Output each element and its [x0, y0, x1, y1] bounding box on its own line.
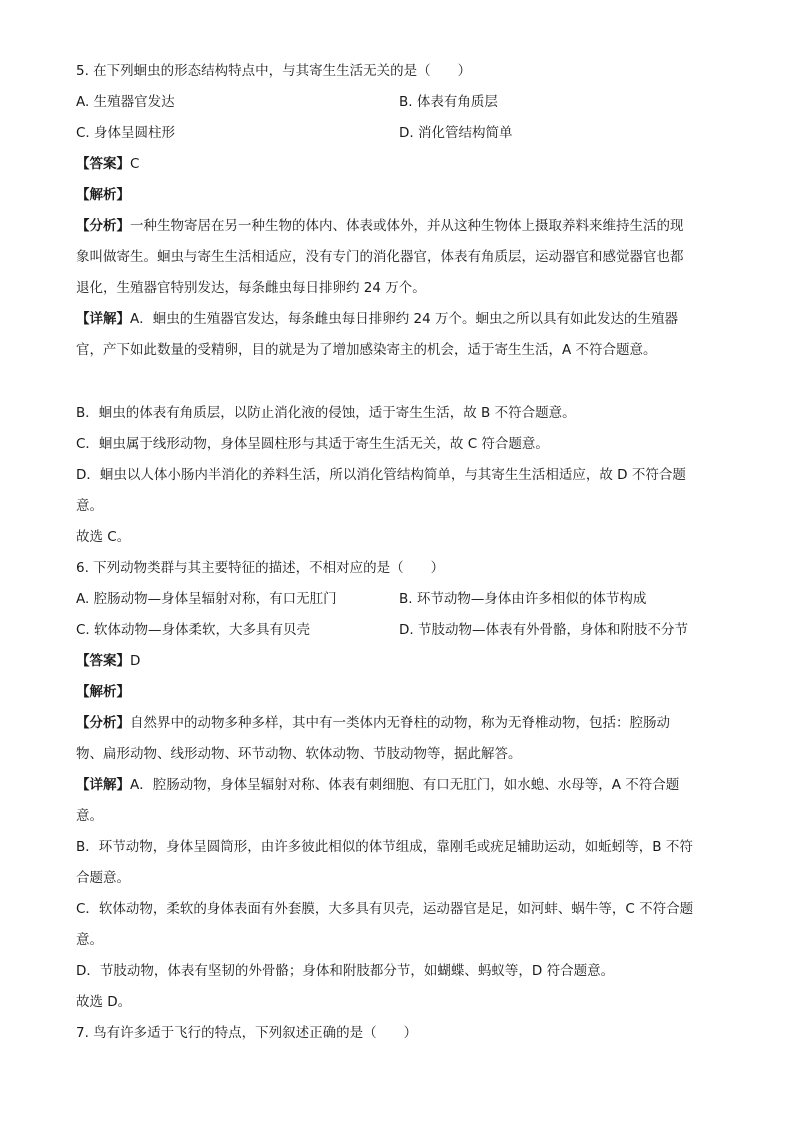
question-6-detail-b: B．环节动物，身体呈圆筒形，由许多彼此相似的体节组成，靠刚毛或疣足辅助运动，如蚯蚓等，B 不符 [76, 839, 693, 855]
question-5-option-b: B. 体表有角质层 [399, 94, 498, 110]
question-6-detail-c-cont: 意。 [76, 932, 103, 948]
blank-line [76, 366, 726, 398]
question-6-detail-b-cont: 合题意。 [76, 870, 130, 886]
question-5-fenxi-line-3: 退化，生殖器官特别发达，每条雌虫每日排卵约 24 万个。 [76, 280, 426, 296]
xiangjie-text: A．腔肠动物，身体呈辐射对称、体表有刺细胞、有口无肛门，如水螅、水母等，A 不符合题 [130, 777, 680, 793]
question-5-option-d: D. 消化管结构简单 [399, 125, 513, 141]
question-7-stem: 7. 鸟有许多适于飞行的特点，下列叙述正确的是（ ） [76, 1025, 418, 1041]
question-6-options-row-1 [76, 584, 726, 615]
question-5-detail-d: D．蛔虫以人体小肠内半消化的养料生活，所以消化管结构简单，与其寄生生活相适应，故 D 不符合题 [76, 467, 686, 483]
question-5-xiangjie-line-1 [76, 304, 726, 335]
question-6-xiangjie-line-1 [76, 770, 726, 801]
question-5-option-c: C. 身体呈圆柱形 [76, 125, 176, 141]
exam-page [76, 56, 726, 1049]
question-6-option-c: C. 软体动物—身体柔软，大多具有贝壳 [76, 622, 311, 638]
question-5-options-row-1 [76, 87, 726, 118]
question-5-answer [76, 149, 726, 180]
xiangjie-tag: 【详解】 [76, 311, 130, 327]
question-6-option-b: B. 环节动物—身体由许多相似的体节构成 [399, 591, 647, 607]
xiangjie-tag: 【详解】 [76, 777, 130, 793]
question-5-stem: 5. 在下列蛔虫的形态结构特点中，与其寄生生活无关的是（ ） [76, 63, 472, 79]
question-6-option-d: D. 节肢动物—体表有外骨骼，身体和附肢不分节 [399, 622, 688, 638]
question-6-conclusion: 故选 D。 [76, 994, 132, 1010]
question-5-detail-d-cont: 意。 [76, 498, 103, 514]
question-6-detail-c: C．软体动物，柔软的身体表面有外套膜，大多具有贝壳，运动器官是足，如河蚌、蜗牛等，C 不符合题 [76, 901, 694, 917]
question-5-fenxi-line-1 [76, 211, 726, 242]
question-6-options-row-2 [76, 615, 726, 646]
fenxi-text: 一种生物寄居在另一种生物的体内、体表或体外，并从这种生物体上摄取养料来维持生活的现 [130, 218, 684, 234]
question-6-option-a: A. 腔肠动物—身体呈辐射对称，有口无肛门 [76, 591, 337, 607]
question-5-detail-c: C．蛔虫属于线形动物，身体呈圆柱形与其适于寄生生活无关，故 C 符合题意。 [76, 436, 549, 452]
question-6-fenxi-line-2: 物、扁形动物、线形动物、环节动物、软体动物、节肢动物等，据此解答。 [76, 746, 522, 762]
question-5-conclusion: 故选 C。 [76, 529, 131, 545]
answer-value: C [130, 156, 140, 172]
xiangjie-text: A．蛔虫的生殖器官发达，每条雌虫每日排卵约 24 万个。蛔虫之所以具有如此发达的生殖器 [130, 311, 678, 327]
question-6-xiangjie-line-2: 意。 [76, 808, 103, 824]
question-5-analysis-tag: 【解析】 [76, 187, 130, 203]
question-6-analysis-tag: 【解析】 [76, 684, 130, 700]
question-5-options-row-2 [76, 118, 726, 149]
question-5-xiangjie-line-2: 官，产下如此数量的受精卵，目的就是为了增加感染寄主的机会，适于寄生生活，A 不符合题意。 [76, 342, 657, 358]
answer-tag: 【答案】 [76, 653, 130, 669]
question-6-answer [76, 646, 726, 677]
answer-value: D [130, 653, 141, 669]
answer-tag: 【答案】 [76, 156, 130, 172]
question-5-detail-b: B．蛔虫的体表有角质层，以防止消化液的侵蚀，适于寄生生活，故 B 不符合题意。 [76, 405, 576, 421]
question-6-stem: 6. 下列动物类群与其主要特征的描述，不相对应的是（ ） [76, 560, 445, 576]
question-5-fenxi-line-2: 象叫做寄生。蛔虫与寄生生活相适应，没有专门的消化器官，体表有角质层，运动器官和感觉器官也都 [76, 249, 684, 265]
question-6-fenxi-line-1 [76, 708, 726, 739]
question-5-option-a: A. 生殖器官发达 [76, 94, 175, 110]
question-6-detail-d: D．节肢动物，体表有坚韧的外骨骼；身体和附肢都分节，如蝴蝶、蚂蚁等，D 符合题意。 [76, 963, 615, 979]
fenxi-tag: 【分析】 [76, 218, 130, 234]
fenxi-tag: 【分析】 [76, 715, 130, 731]
fenxi-text: 自然界中的动物多种多样，其中有一类体内无脊柱的动物，称为无脊椎动物，包括：腔肠动 [130, 715, 670, 731]
